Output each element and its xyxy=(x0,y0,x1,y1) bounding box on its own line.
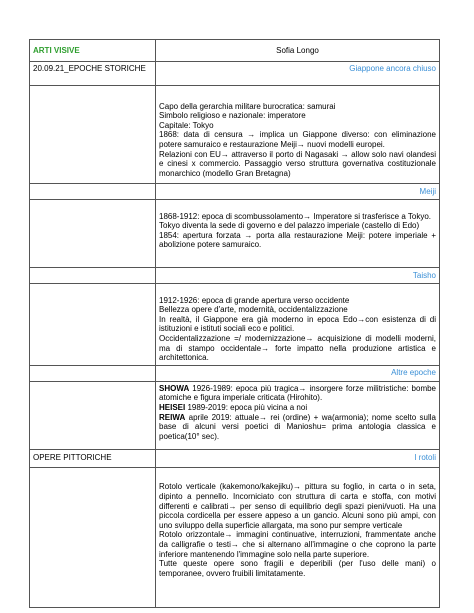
showa-paragraph xyxy=(159,384,436,403)
label-row xyxy=(30,184,440,200)
era-text-heisei: 1989-2019: epoca più vicina a noi xyxy=(185,402,308,412)
empty-cell xyxy=(30,86,156,184)
empty-cell xyxy=(30,365,156,381)
content-cell xyxy=(156,381,440,449)
reiwa-paragraph xyxy=(159,413,436,442)
content-row xyxy=(30,200,440,268)
section-label-cell xyxy=(156,184,440,200)
subject-cell xyxy=(30,40,156,62)
heisei-paragraph xyxy=(159,403,436,413)
section-label-cell xyxy=(156,268,440,284)
content-row xyxy=(30,467,440,607)
section-label-meiji: Meiji xyxy=(419,186,436,196)
era-name-reiwa: REIWA xyxy=(159,412,186,422)
block-rotoli-text: Rotolo verticale (kakemono/kakejiku)→ pittura su foglio, in carta o in seta, dipinto a pennello. Incorniciato con struttura di carta e stoffa, con motivi differenti e calibrati→ per senso di equilibrio degli spazi pieni/vuoti. Ha una piccola cordicella per essere appeso a un gancio. Alcuni sono più ampi, con uno sviluppo della superficie allargata, ma sono pur sempre verticale Rotolo orizzontale→ immagini continuative, interruzioni, frammentate anche da calligrafie o testi→ che si alternano all'immagine o che coprono la parte inferiore mantenendo l'immagine solo nella parte superiore. Tutte queste opere sono fragili e deperibili (per l'uso delle mani) o temporanee, ovvero fruibili limitatamente. xyxy=(159,482,436,578)
block-taisho-text: 1912-1926: epoca di grande apertura verso occidente Bellezza opere d'arte, modernità, occidentalizzazione In realtà, il Giappone era già moderno in epoca Edo→con esistenza di di istituzioni e istituti sociali eco e politici. Occidentalizzazione =/ modernizzazione→ acquisizione di modelli moderni, ma di stampo occidentale→ forte impatto nella produzione artistica e architettonica. xyxy=(159,295,436,363)
era-name-showa: SHOWA xyxy=(159,383,190,393)
empty-cell xyxy=(30,184,156,200)
empty-cell xyxy=(30,381,156,449)
empty-cell xyxy=(30,467,156,607)
era-text-reiwa: aprile 2019: attuale→ rei (ordine) + wa(armonia); nome scelto sulla base di alcuni versi poetici di Manioshu= prima antologia classica e poetica(10° sec). xyxy=(159,412,436,441)
section-label-cell xyxy=(156,449,440,467)
header-row xyxy=(30,40,440,62)
era-text-showa: 1926-1989: epoca più tragica→ insorgere forze militristiche: bombe atomiche e figura imperiale criticata (Hirohito). xyxy=(159,383,436,403)
section-label-taisho: Taisho xyxy=(412,270,436,280)
label-row xyxy=(30,365,440,381)
subject-title: ARTI VISIVE xyxy=(33,45,80,55)
notes-table xyxy=(29,39,440,608)
empty-cell xyxy=(30,284,156,366)
block-meiji-text: 1868-1912: epoca di scombussolamento→ Imperatore si trasferisce a Tokyo. Tokyo diventa la sede di governo e del palazzo imperiale (castello di Edo) 1854: apertura forzata → porta alla restaurazione Meiji: potere imperiale + abolizione potere samuraico. xyxy=(159,211,436,250)
section-label-cell xyxy=(156,62,440,86)
date-label: 20.09.21_EPOCHE STORICHE xyxy=(33,64,146,73)
label-row xyxy=(30,268,440,284)
section-label-cell xyxy=(156,365,440,381)
empty-cell xyxy=(30,268,156,284)
author-name: Sofia Longo xyxy=(276,45,319,55)
content-row xyxy=(30,381,440,449)
section-label-giappone: Giappone ancora chiuso xyxy=(349,64,436,73)
content-cell xyxy=(156,284,440,366)
author-cell xyxy=(156,40,440,62)
content-row xyxy=(30,284,440,366)
section-label-altre-epoche: Altre epoche xyxy=(391,368,436,378)
empty-cell xyxy=(30,200,156,268)
opere-header-row xyxy=(30,449,440,467)
date-cell xyxy=(30,62,156,86)
block-giappone-text: Capo della gerarchia militare burocratica: samurai Simbolo religioso e nazionale: imperatore Capitale: Tokyo 1868: data di censura → implica un Giappone diverso: con eliminazione potere samuraico e restaurazione Meiji→ nuovi modelli europei. Relazioni con EU→ attraverso il porto di Nagasaki → allow solo navi olandesi e cinesi x commercio. Passaggio verso struttura governativa costituzionale monarchico (modello Gran Bretagna) xyxy=(159,101,436,178)
section-label-rotoli: I rotoli xyxy=(414,453,436,463)
content-cell xyxy=(156,200,440,268)
date-row xyxy=(30,62,440,86)
content-cell xyxy=(156,467,440,607)
content-row xyxy=(30,86,440,184)
opere-label-cell xyxy=(30,449,156,467)
content-cell xyxy=(156,86,440,184)
opere-label: OPERE PITTORICHE xyxy=(33,453,112,463)
era-name-heisei: HEISEI xyxy=(159,402,186,412)
